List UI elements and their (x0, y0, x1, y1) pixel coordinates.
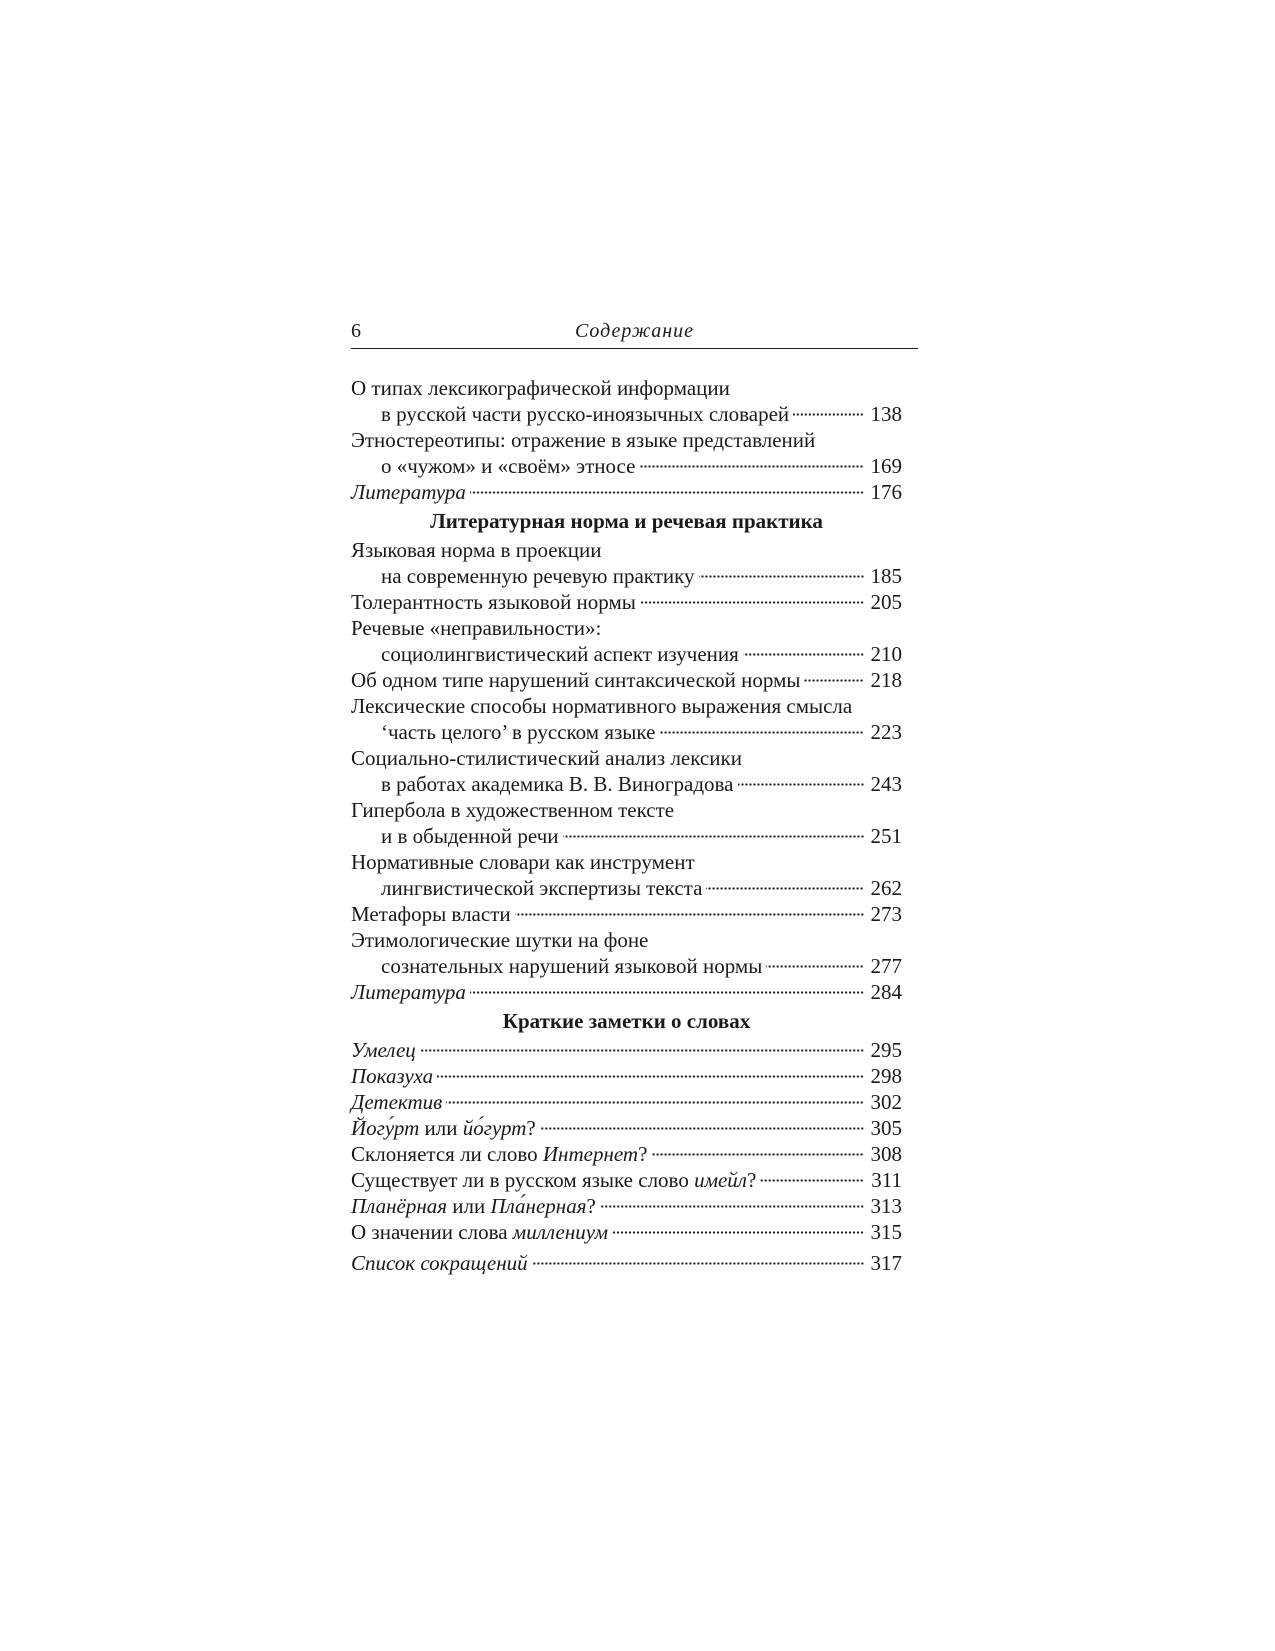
title-punct: ? (638, 1142, 648, 1166)
dot-leader (540, 1127, 864, 1130)
toc-entry-title: Умелец (351, 1038, 416, 1062)
toc-entry-title: Список сокращений (351, 1251, 528, 1275)
toc-entry-title: Об одном типе нарушений синтаксической нормы (351, 668, 801, 692)
toc-entry (351, 849, 902, 901)
dot-leader (600, 1205, 864, 1208)
toc-page-number: 176 (870, 480, 902, 504)
toc-entry-title-cont: в русской части русско-иноязычных словарей (381, 402, 790, 426)
toc-entry-title-cont: лингвистической экспертизы текста (381, 876, 703, 900)
dot-leader (804, 679, 864, 682)
toc-entry (351, 745, 902, 797)
dot-leader (766, 965, 864, 968)
toc-entry (351, 1250, 902, 1276)
toc-entry (351, 427, 902, 479)
toc-page-number: 243 (870, 772, 902, 796)
toc-entry (351, 537, 902, 589)
toc-entry-title (351, 1219, 608, 1245)
title-word: Пла́нерная (490, 1194, 587, 1218)
dot-leader (760, 1179, 864, 1182)
dot-leader (532, 1262, 864, 1265)
toc-entry-title (351, 1167, 756, 1193)
toc-entry-title: Нормативные словари как инструмент (351, 850, 695, 874)
toc-entry-title: Социально-стилистический анализ лексики (351, 746, 742, 770)
title-conjunction: или (419, 1116, 463, 1140)
toc-entry-title (351, 1193, 596, 1219)
toc-entry-title: О типах лексикографической информации (351, 376, 730, 400)
dot-leader (640, 601, 864, 604)
toc-page-number: 185 (870, 564, 902, 588)
dot-leader (651, 1153, 864, 1156)
section-heading: Литературная норма и речевая практика (430, 509, 823, 533)
toc-page-number: 295 (870, 1038, 902, 1062)
dot-leader (659, 731, 864, 734)
toc-page-number: 277 (870, 954, 902, 978)
toc-page-number: 315 (870, 1220, 902, 1244)
toc-entry (351, 927, 902, 979)
toc-entry-title-cont: в работах академика В. В. Виноградова (381, 772, 734, 796)
toc-entry (351, 1141, 902, 1167)
toc-entry-title: Детектив (351, 1090, 443, 1114)
toc-entry-title: Лексические способы нормативного выражения смысла (351, 694, 853, 718)
title-punct: ? (746, 1168, 757, 1192)
section-heading: Краткие заметки о словах (502, 1009, 751, 1033)
toc-page-number: 169 (870, 454, 902, 478)
title-word: имейл (694, 1168, 747, 1192)
toc-page-number: 298 (870, 1064, 902, 1088)
toc-entry (351, 479, 902, 505)
dot-leader (699, 575, 864, 578)
toc-entry-title (351, 1141, 647, 1167)
dot-leader (612, 1231, 864, 1234)
toc-entry-title: Речевые «неправильности»: (351, 616, 602, 640)
dot-leader (743, 653, 864, 656)
toc-page-number: 262 (870, 876, 902, 900)
title-word: йо́гурт (462, 1116, 527, 1140)
toc-page-number: 223 (870, 720, 902, 744)
dot-leader (437, 1075, 864, 1078)
title-word: Интернет (542, 1142, 639, 1166)
toc-page-number: 302 (870, 1090, 902, 1114)
dot-leader (793, 413, 864, 416)
dot-leader (706, 887, 864, 890)
toc-page-number: 305 (870, 1116, 902, 1140)
toc-entry (351, 1089, 902, 1115)
toc-entry-title: Литература (351, 480, 466, 504)
toc-entry (351, 1193, 902, 1219)
toc-entry-title: Языковая норма в проекции (351, 538, 602, 562)
toc-entry-title-cont: о «чужом» и «своём» этносе (381, 454, 636, 478)
dot-leader (515, 913, 864, 916)
title-punct: ? (586, 1194, 596, 1218)
dot-leader (470, 991, 864, 994)
toc-entry (351, 693, 902, 745)
toc-entry (351, 615, 902, 667)
toc-entry-title: Метафоры власти (351, 902, 511, 926)
toc-page-number: 317 (870, 1251, 902, 1275)
toc-entry-title-cont: и в обыденной речи (381, 824, 559, 848)
toc-entry-title: Этностереотипы: отражение в языке представлений (351, 428, 816, 452)
toc-entry (351, 797, 902, 849)
dot-leader (639, 465, 864, 468)
title-word: Планёрная (351, 1194, 447, 1218)
toc-page-number: 311 (871, 1168, 902, 1192)
toc-entry-title-cont: сознательных нарушений языковой нормы (381, 954, 763, 978)
toc-page-number: 205 (870, 590, 902, 614)
toc-entry-title: Литература (351, 980, 466, 1004)
toc-entry (351, 1063, 902, 1089)
toc-entry-title-cont: ‘часть целого’ в русском языке (381, 720, 656, 744)
toc-page-number: 284 (870, 980, 902, 1004)
toc-entry (351, 589, 902, 615)
toc-entry (351, 375, 902, 427)
toc-entry (351, 901, 902, 927)
toc-entry-title: Этимологические шутки на фоне (351, 928, 649, 952)
dot-leader (470, 491, 864, 494)
toc-entry (351, 1167, 902, 1193)
running-header (351, 320, 918, 349)
toc-entry (351, 1115, 902, 1141)
dot-leader (420, 1049, 864, 1052)
running-title: Содержание (574, 320, 695, 342)
title-text: Склоняется ли слово (351, 1142, 543, 1166)
title-punct: ? (526, 1116, 536, 1140)
toc-page-number: 308 (870, 1142, 902, 1166)
dot-leader (563, 835, 864, 838)
toc-entry-title: Показуха (351, 1064, 434, 1088)
toc-entry (351, 979, 902, 1005)
title-text: О значении слова (351, 1220, 513, 1244)
toc-page-number: 273 (870, 902, 902, 926)
toc-entry (351, 1037, 902, 1063)
toc-page-number: 138 (870, 402, 902, 426)
title-conjunction: или (447, 1194, 491, 1218)
title-word: Йогу́рт (351, 1116, 420, 1140)
toc-entry-title: Гипербола в художественном тексте (351, 798, 675, 822)
toc-entry (351, 1219, 902, 1245)
table-of-contents (351, 375, 902, 1276)
toc-entry-title: Толерантность языковой нормы (351, 590, 636, 614)
toc-page-number: 251 (870, 824, 902, 848)
toc-page-number: 210 (870, 642, 902, 666)
title-word: миллениум (512, 1220, 608, 1244)
dot-leader (446, 1101, 864, 1104)
toc-entry-title-cont: на современную речевую практику (381, 564, 695, 588)
toc-entry (351, 667, 902, 693)
toc-page-number: 218 (870, 668, 902, 692)
dot-leader (738, 783, 865, 786)
title-text: Существует ли в русском языке слово (351, 1168, 695, 1192)
toc-entry-title (351, 1115, 536, 1141)
toc-page-number: 313 (870, 1194, 902, 1218)
toc-entry-title-cont: социолингвистический аспект изучения (381, 642, 739, 666)
page-number: 6 (351, 320, 361, 342)
